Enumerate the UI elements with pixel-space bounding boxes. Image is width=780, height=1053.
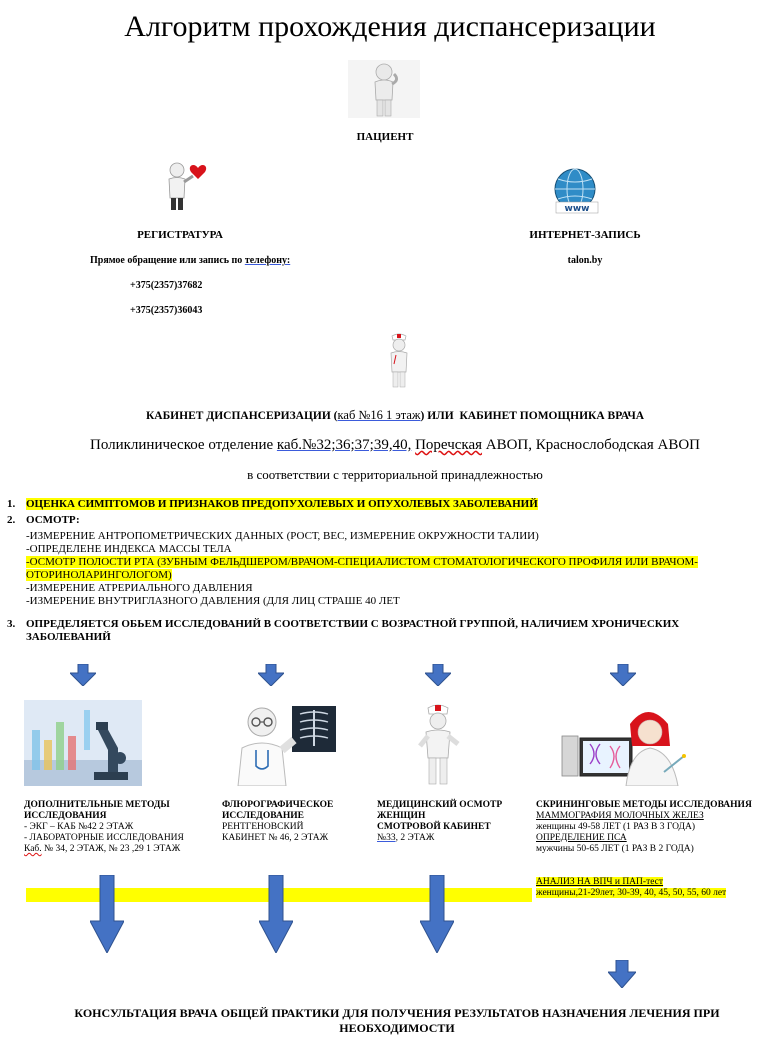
page-title: Алгоритм прохождения диспансеризации <box>124 10 656 43</box>
arrow-down-icon <box>420 875 454 953</box>
lab-tests: - ЛАБОРАТОРНЫЕ ИССЛЕДОВАНИЯ <box>24 833 184 843</box>
column-lab <box>24 800 219 855</box>
female-medic-icon <box>414 702 462 786</box>
exam-item-highlighted <box>26 556 771 582</box>
www-globe-icon <box>548 165 604 217</box>
women-line2-rest: , 2 ЭТАЖ <box>395 833 435 843</box>
cabinet-heading <box>0 408 780 423</box>
patient-label: ПАЦИЕНТ <box>356 131 414 143</box>
arrow-down-icon <box>610 664 636 686</box>
step-1-text: ОЦЕНКА СИМПТОМОВ И ПРИЗНАКОВ ПРЕДОПУХОЛЕВЫХ И ОПУХОЛЕВЫХ ЗАБОЛЕВАНИЙ <box>26 498 538 510</box>
lab-rooms-mark: Каб. <box>24 844 42 854</box>
doctor-xray-icon <box>228 700 340 786</box>
exam-item-oral: -ОСМОТР ПОЛОСТИ РТА (ЗУБНЫМ ФЕЛЬДШЕРОМ/ВРАЧОМ-СПЕЦИАЛИСТОМ СТОМАТОЛОГИЧЕСКОГО ПРОФИЛЯ ИЛИ ВРАЧОМ-ОТОРИНОЛАРИНГОЛОГОМ) <box>26 556 698 581</box>
lab-title: ДОПОЛНИТЕЛЬНЫЕ МЕТОДЫ ИССЛЕДОВАНИЯ <box>24 800 170 821</box>
screening-mammo-detail: женщины 49-58 ЛЕТ (1 РАЗ В 3 ГОДА) <box>536 822 696 832</box>
step-3-number: 3. <box>7 618 16 630</box>
internet-label: ИНТЕРНЕТ-ЗАПИСЬ <box>529 229 641 241</box>
screening-psa: ОПРЕДЕЛЕНИЕ ПСА <box>536 833 627 843</box>
internet-site-link[interactable]: talon.by <box>567 255 603 266</box>
nurse-icon <box>384 332 414 390</box>
step-1-number: 1. <box>7 498 16 510</box>
arrow-down-icon <box>259 875 293 953</box>
cabinet-territory: в соответствии с территориальной принадлежностью <box>247 467 543 482</box>
women-line1: СМОТРОВОЙ КАБИНЕТ <box>377 822 491 832</box>
xray-title: ФЛЮРОГРАФИЧЕСКОЕ ИССЛЕДОВАНИЕ <box>222 800 334 821</box>
xray-line1: РЕНТГЕНОВСКИЙ <box>222 822 304 832</box>
cabinet-heading-b: ) ИЛИ <box>420 410 454 422</box>
step-1 <box>26 498 538 511</box>
thinking-person-icon <box>348 60 420 118</box>
cabinet-line2-b: АВОП, Краснослободская АВОП <box>485 437 700 453</box>
exam-item: -ИЗМЕРЕНИЕ АНТРОПОМЕТРИЧЕСКИХ ДАННЫХ (РОСТ, ВЕС, ИЗМЕРЕНИЕ ОКРУЖНОСТИ ТАЛИИ) <box>26 530 539 542</box>
screening-hpv: АНАЛИЗ НА ВПЧ и ПАП-тест <box>536 877 664 887</box>
www-text: www <box>564 204 590 214</box>
doctor-heart-icon <box>160 160 210 212</box>
phone-number-1: +375(2357)37682 <box>130 280 203 291</box>
cabinet-heading-c: КАБИНЕТ ПОМОЩНИКА ВРАЧА <box>459 410 645 422</box>
arrow-down-icon <box>258 664 284 686</box>
exam-item: -ИЗМЕРЕНИЕ АТРЕРИАЛЬНОГО ДАВЛЕНИЯ <box>26 582 253 594</box>
exam-item: -ИЗМЕРЕНИЕ ВНУТРИГЛАЗНОГО ДАВЛЕНИЯ (ДЛЯ ЛИЦ СТРАШЕ 40 ЛЕТ <box>26 595 400 607</box>
screening-hpv-block <box>536 877 766 899</box>
final-consultation: КОНСУЛЬТАЦИЯ ВРАЧА ОБЩЕЙ ПРАКТИКИ ДЛЯ ПОЛУЧЕНИЯ РЕЗУЛЬТАТОВ НАЗНАЧЕНИЯ ЛЕЧЕНИЯ ПРИ НЕОБХОДИМОСТИ <box>74 1006 720 1035</box>
lab-rooms <box>24 844 219 855</box>
arrow-down-icon <box>90 875 124 953</box>
arrow-down-icon <box>70 664 96 686</box>
exam-list <box>26 530 771 608</box>
cabinet-line2-a: Поликлиническое отделение <box>89 437 274 453</box>
column-women <box>377 800 527 844</box>
registry-contact <box>90 255 350 267</box>
step-2-text: ОСМОТР: <box>26 514 80 526</box>
screening-hpv-detail: женщины,21-29лет, 30-39, 40, 45, 50, 55, 60 лет <box>536 888 727 898</box>
lab-microscope-icon <box>24 700 142 786</box>
women-title: МЕДИЦИНСКИЙ ОСМОТР ЖЕНЩИН <box>377 800 503 821</box>
registry-contact-prefix: Прямое обращение или запись по <box>90 255 243 266</box>
lab-ecg: - ЭКГ – КАБ №42 2 ЭТАЖ <box>24 822 134 832</box>
xray-line2: КАБИНЕТ № 46, 2 ЭТАЖ <box>222 833 329 843</box>
phone-link[interactable]: телефону: <box>244 255 291 266</box>
cabinet-rooms-link[interactable]: каб.№32;36;37;39,40, <box>276 437 412 453</box>
screening-mammo: МАММОГРАФИЯ МОЛОЧНЫХ ЖЕЛЕЗ <box>536 811 704 821</box>
registry-label: РЕГИСТРАТУРА <box>137 229 223 241</box>
arrow-down-icon <box>608 960 636 988</box>
column-screening <box>536 800 766 855</box>
dna-screening-icon <box>560 702 688 786</box>
cabinet-room-link[interactable]: каб №16 1 этаж <box>337 408 421 422</box>
arrow-down-icon <box>425 664 451 686</box>
exam-item: -ОПРЕДЕЛЕНЕ ИНДЕКСА МАССЫ ТЕЛА <box>26 543 232 555</box>
step-2-number: 2. <box>7 514 16 526</box>
phone-number-2: +375(2357)36043 <box>130 305 203 316</box>
step-3-text: ОПРЕДЕЛЯЕТСЯ ОБЬЕМ ИССЛЕДОВАНИЙ В СООТВЕТСТВИИ С ВОЗРАСТНОЙ ГРУППОЙ, НАЛИЧИЕМ ХРОНИЧЕСКИХ ЗАБОЛЕВАНИЙ <box>26 618 680 643</box>
column-xray <box>222 800 372 844</box>
screening-title: СКРИНИНГОВЫЕ МЕТОДЫ ИССЛЕДОВАНИЯ <box>536 800 752 810</box>
cabinet-heading-a: КАБИНЕТ ДИСПАНСЕРИЗАЦИИ ( <box>145 410 338 422</box>
women-room-link[interactable]: №33 <box>377 833 396 843</box>
lab-rooms-rest: № 34, 2 ЭТАЖ, № 23 ,29 1 ЭТАЖ <box>44 844 181 854</box>
cabinet-branches <box>0 436 780 454</box>
women-line2 <box>377 833 527 844</box>
screening-psa-detail: мужчины 50-65 ЛЕТ (1 РАЗ В 2 ГОДА) <box>536 844 694 854</box>
cabinet-place: Поречская <box>415 437 483 453</box>
